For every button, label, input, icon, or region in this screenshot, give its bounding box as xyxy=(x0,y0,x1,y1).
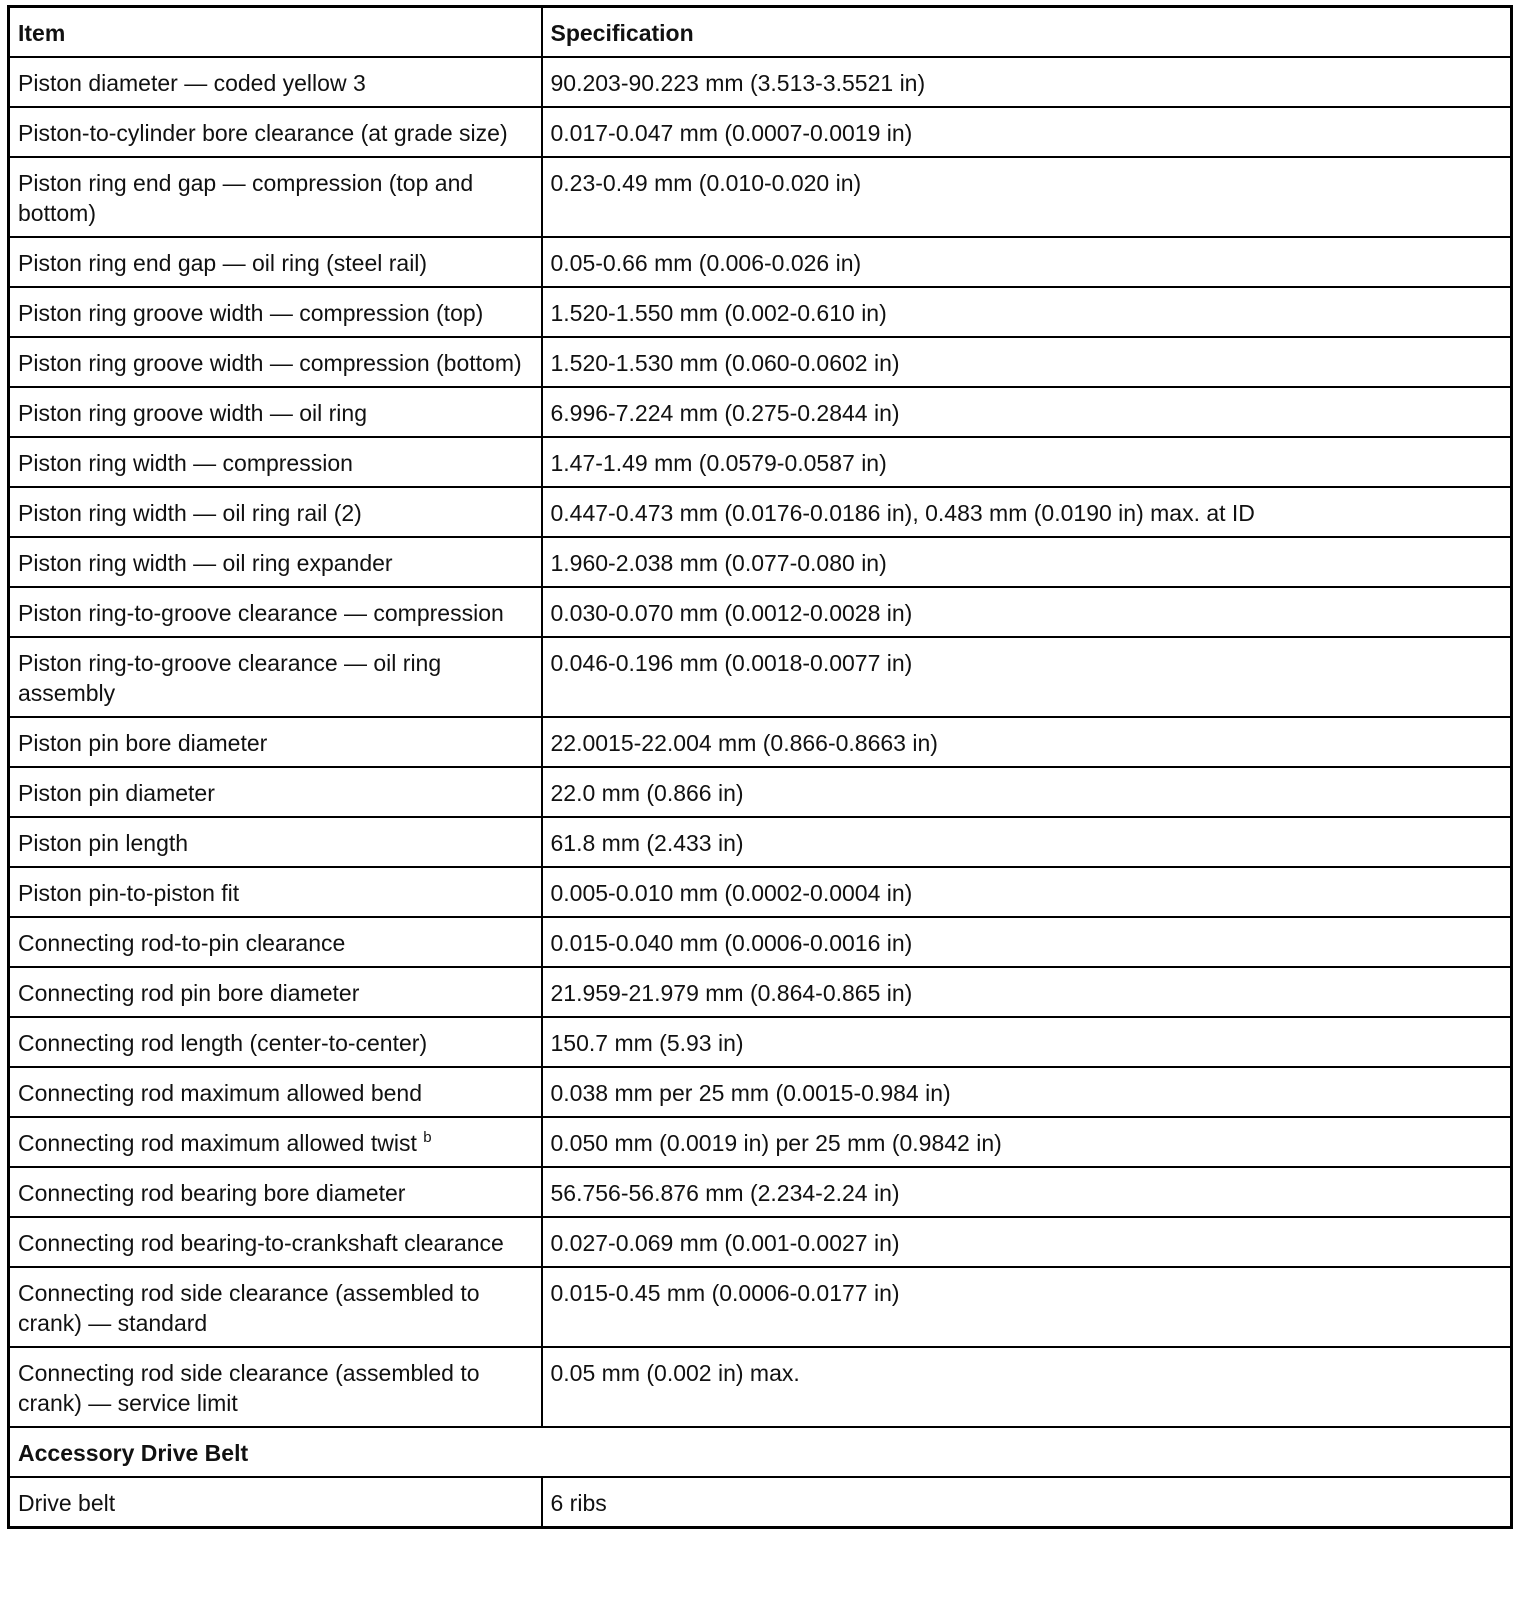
table-row xyxy=(9,1217,1512,1267)
specification-cell: 0.027-0.069 mm (0.001-0.0027 in) xyxy=(542,1217,1512,1267)
specification-cell: 21.959-21.979 mm (0.864-0.865 in) xyxy=(542,967,1512,1017)
specification-cell: 0.046-0.196 mm (0.0018-0.0077 in) xyxy=(542,637,1512,717)
item-cell xyxy=(9,437,542,487)
specification-cell: 0.447-0.473 mm (0.0176-0.0186 in), 0.483 mm (0.0190 in) max. at ID xyxy=(542,487,1512,537)
specification-cell: 0.030-0.070 mm (0.0012-0.0028 in) xyxy=(542,587,1512,637)
table-row xyxy=(9,337,1512,387)
item-label: Connecting rod bearing bore diameter xyxy=(18,1180,406,1206)
item-cell xyxy=(9,1117,542,1167)
item-cell xyxy=(9,57,542,107)
specification-cell: 1.960-2.038 mm (0.077-0.080 in) xyxy=(542,537,1512,587)
item-label: Connecting rod side clearance (assembled to crank) — service limit xyxy=(18,1360,480,1416)
table-row xyxy=(9,157,1512,237)
table-row xyxy=(9,1347,1512,1427)
item-label: Piston ring width — oil ring expander xyxy=(18,550,393,576)
table-row xyxy=(9,1267,1512,1347)
table-row xyxy=(9,817,1512,867)
table-row xyxy=(9,387,1512,437)
column-header-specification: Specification xyxy=(542,7,1512,58)
table-row xyxy=(9,867,1512,917)
specification-cell: 150.7 mm (5.93 in) xyxy=(542,1017,1512,1067)
item-label: Piston diameter — coded yellow 3 xyxy=(18,70,366,96)
item-cell xyxy=(9,337,542,387)
specification-cell: 6.996-7.224 mm (0.275-0.2844 in) xyxy=(542,387,1512,437)
table-row xyxy=(9,487,1512,537)
item-label: Connecting rod length (center-to-center) xyxy=(18,1030,428,1056)
item-cell xyxy=(9,157,542,237)
item-label: Piston ring width — compression xyxy=(18,450,353,476)
specification-cell: 6 ribs xyxy=(542,1477,1512,1528)
specification-cell: 0.015-0.040 mm (0.0006-0.0016 in) xyxy=(542,917,1512,967)
specification-cell: 56.756-56.876 mm (2.234-2.24 in) xyxy=(542,1167,1512,1217)
footnote-marker: b xyxy=(423,1129,432,1146)
specification-cell: 22.0 mm (0.866 in) xyxy=(542,767,1512,817)
table-row xyxy=(9,437,1512,487)
table-row xyxy=(9,1167,1512,1217)
table-row xyxy=(9,537,1512,587)
section-heading: Accessory Drive Belt xyxy=(9,1427,1512,1477)
item-label: Piston ring end gap — oil ring (steel rail) xyxy=(18,250,428,276)
item-label: Piston pin length xyxy=(18,830,189,856)
table-row xyxy=(9,1017,1512,1067)
specification-cell: 0.05 mm (0.002 in) max. xyxy=(542,1347,1512,1427)
specification-cell: 90.203-90.223 mm (3.513-3.5521 in) xyxy=(542,57,1512,107)
item-cell xyxy=(9,1477,542,1528)
table-row xyxy=(9,1117,1512,1167)
item-cell xyxy=(9,387,542,437)
item-label: Piston ring end gap — compression (top and bottom) xyxy=(18,170,474,226)
item-label: Connecting rod bearing-to-crankshaft clearance xyxy=(18,1230,504,1256)
item-cell xyxy=(9,1347,542,1427)
table-row xyxy=(9,637,1512,717)
table-row xyxy=(9,107,1512,157)
table-row xyxy=(9,917,1512,967)
item-cell xyxy=(9,1267,542,1347)
specification-cell: 0.038 mm per 25 mm (0.0015-0.984 in) xyxy=(542,1067,1512,1117)
item-cell xyxy=(9,637,542,717)
section-row xyxy=(9,1427,1512,1477)
table-body xyxy=(9,57,1512,1528)
table-row xyxy=(9,967,1512,1017)
specification-cell: 61.8 mm (2.433 in) xyxy=(542,817,1512,867)
item-label: Connecting rod maximum allowed bend xyxy=(18,1080,422,1106)
column-header-item: Item xyxy=(9,7,542,58)
table-row xyxy=(9,287,1512,337)
item-label: Connecting rod pin bore diameter xyxy=(18,980,360,1006)
item-cell xyxy=(9,867,542,917)
item-label: Connecting rod maximum allowed twist xyxy=(18,1130,417,1156)
specification-cell: 0.015-0.45 mm (0.0006-0.0177 in) xyxy=(542,1267,1512,1347)
item-cell xyxy=(9,537,542,587)
item-cell xyxy=(9,767,542,817)
item-label: Piston-to-cylinder bore clearance (at grade size) xyxy=(18,120,508,146)
specification-cell: 0.05-0.66 mm (0.006-0.026 in) xyxy=(542,237,1512,287)
specification-cell: 0.005-0.010 mm (0.0002-0.0004 in) xyxy=(542,867,1512,917)
item-cell xyxy=(9,237,542,287)
item-cell xyxy=(9,1017,542,1067)
header-row xyxy=(9,7,1512,58)
item-label: Piston ring groove width — compression (top) xyxy=(18,300,484,326)
item-label: Piston ring groove width — compression (bottom) xyxy=(18,350,522,376)
item-cell xyxy=(9,817,542,867)
item-cell xyxy=(9,1217,542,1267)
specification-cell: 1.47-1.49 mm (0.0579-0.0587 in) xyxy=(542,437,1512,487)
item-label: Piston ring width — oil ring rail (2) xyxy=(18,500,362,526)
item-cell xyxy=(9,1067,542,1117)
table-row xyxy=(9,1477,1512,1528)
table-row xyxy=(9,57,1512,107)
item-label: Drive belt xyxy=(18,1490,116,1516)
item-label: Piston ring-to-groove clearance — compression xyxy=(18,600,504,626)
item-cell xyxy=(9,287,542,337)
table-row xyxy=(9,237,1512,287)
item-cell xyxy=(9,717,542,767)
item-label: Piston pin-to-piston fit xyxy=(18,880,240,906)
specification-cell: 22.0015-22.004 mm (0.866-0.8663 in) xyxy=(542,717,1512,767)
specification-cell: 1.520-1.530 mm (0.060-0.0602 in) xyxy=(542,337,1512,387)
specification-cell: 0.017-0.047 mm (0.0007-0.0019 in) xyxy=(542,107,1512,157)
table-row xyxy=(9,717,1512,767)
specification-table xyxy=(7,5,1513,1529)
item-label: Piston ring-to-groove clearance — oil ring assembly xyxy=(18,650,442,706)
item-label: Connecting rod side clearance (assembled to crank) — standard xyxy=(18,1280,480,1336)
item-label: Piston pin diameter xyxy=(18,780,215,806)
table-row xyxy=(9,767,1512,817)
table-row xyxy=(9,1067,1512,1117)
item-label: Piston pin bore diameter xyxy=(18,730,268,756)
specification-cell: 0.23-0.49 mm (0.010-0.020 in) xyxy=(542,157,1512,237)
item-label: Piston ring groove width — oil ring xyxy=(18,400,367,426)
item-cell xyxy=(9,1167,542,1217)
table-row xyxy=(9,587,1512,637)
item-cell xyxy=(9,967,542,1017)
item-cell xyxy=(9,487,542,537)
item-cell xyxy=(9,587,542,637)
specification-cell: 1.520-1.550 mm (0.002-0.610 in) xyxy=(542,287,1512,337)
item-cell xyxy=(9,917,542,967)
item-cell xyxy=(9,107,542,157)
item-label: Connecting rod-to-pin clearance xyxy=(18,930,346,956)
specification-cell: 0.050 mm (0.0019 in) per 25 mm (0.9842 in) xyxy=(542,1117,1512,1167)
